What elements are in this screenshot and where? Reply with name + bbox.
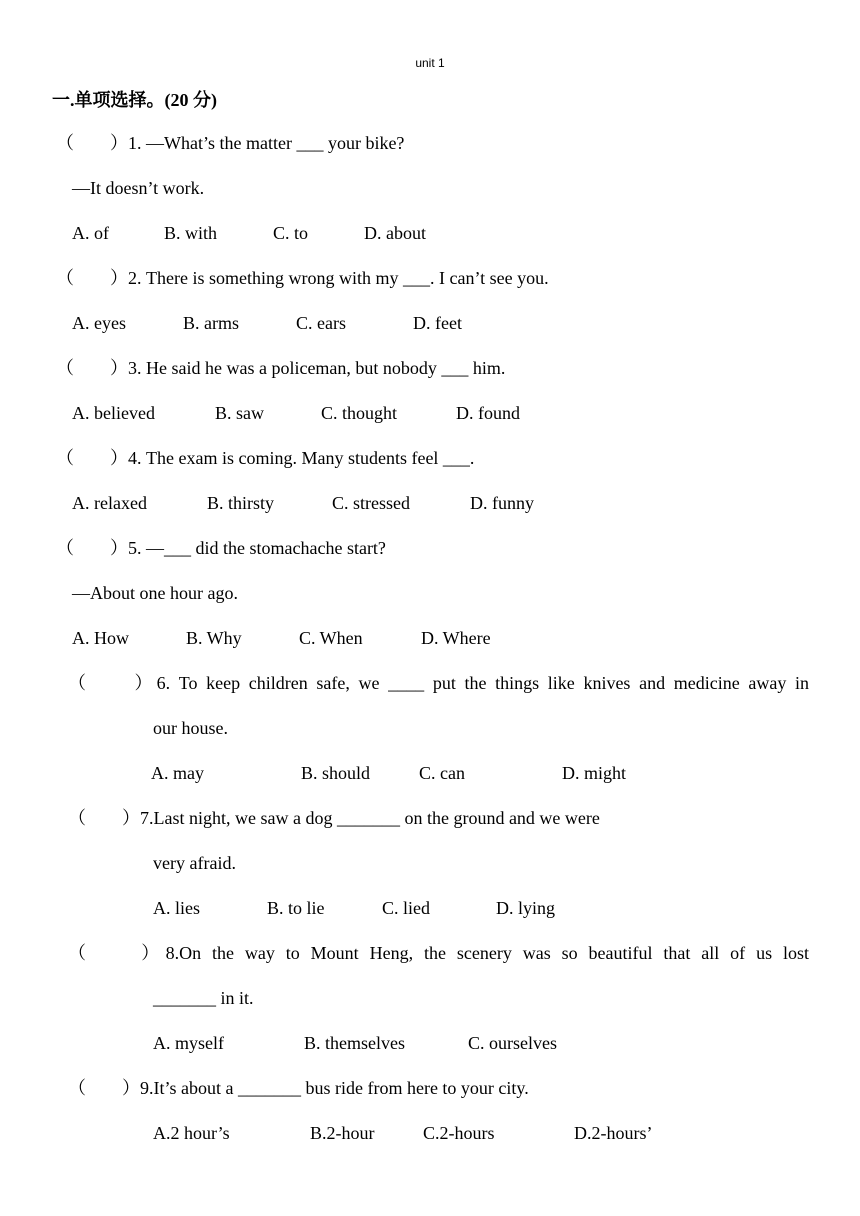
option-b: B. arms [183,313,239,333]
option-d: D. found [456,403,520,423]
option-d: D. about [364,223,426,243]
option-a: A. believed [72,403,155,423]
question-7-stem: （ ）7.Last night, we saw a dog _______ on the ground and we were [68,808,600,828]
option-c: C. ourselves [468,1033,557,1053]
question-3-stem: （ ）3. He said he was a policeman, but nobody ___ him. [56,358,506,378]
option-c: C. stressed [332,493,410,513]
option-d: D. feet [413,313,462,333]
option-a: A. may [151,763,204,783]
option-b: B. saw [215,403,264,423]
option-b: B. themselves [304,1033,405,1053]
question-8-continuation: _______ in it. [153,988,254,1008]
option-c: C. When [299,628,363,648]
question-5-stem: （ ）5. —___ did the stomachache start? [56,538,386,558]
option-b: B.2-hour [310,1123,375,1143]
question-7-continuation: very afraid. [153,853,236,873]
option-d: D. funny [470,493,534,513]
option-b: B. with [164,223,218,243]
option-a: A. of [72,223,109,243]
option-a: A. relaxed [72,493,147,513]
question-2-stem: （ ）2. There is something wrong with my ___. I can’t see you. [56,268,549,288]
option-d: D. lying [496,898,556,918]
option-c: C. lied [382,898,430,918]
question-6-stem: （ ）6. To keep children safe, we ____ put the things like knives and medicine away in [68,673,809,693]
option-c: C.2-hours [423,1123,495,1143]
section-title: 一.单项选择。(20 分) [52,90,217,110]
question-8-stem: （ ）8.On the way to Mount Heng, the scenery was so beautiful that all of us lost [68,943,809,963]
option-d: D. might [562,763,627,783]
question-6-continuation: our house. [153,718,228,738]
option-c: C. can [419,763,465,783]
option-d: D. Where [421,628,491,648]
option-c: C. ears [296,313,346,333]
option-b: B. Why [186,628,242,648]
question-9-stem: （ ）9.It’s about a _______ bus ride from here to your city. [68,1078,529,1098]
question-5-reply: —About one hour ago. [72,583,238,603]
question-1-stem: （ ）1. —What’s the matter ___ your bike? [56,133,405,153]
option-c: C. thought [321,403,398,423]
option-a: A. eyes [72,313,126,333]
option-b: B. should [301,763,371,783]
option-a: A. myself [153,1033,224,1053]
option-a: A. How [72,628,129,648]
page-header: unit 1 [415,56,445,70]
option-d: D.2-hours’ [574,1123,653,1143]
option-a: A. lies [153,898,200,918]
option-b: B. to lie [267,898,325,918]
option-b: B. thirsty [207,493,275,513]
option-a: A.2 hour’s [153,1123,230,1143]
option-c: C. to [273,223,309,243]
question-1-reply: —It doesn’t work. [72,178,205,198]
question-4-stem: （ ）4. The exam is coming. Many students feel ___. [56,448,475,468]
